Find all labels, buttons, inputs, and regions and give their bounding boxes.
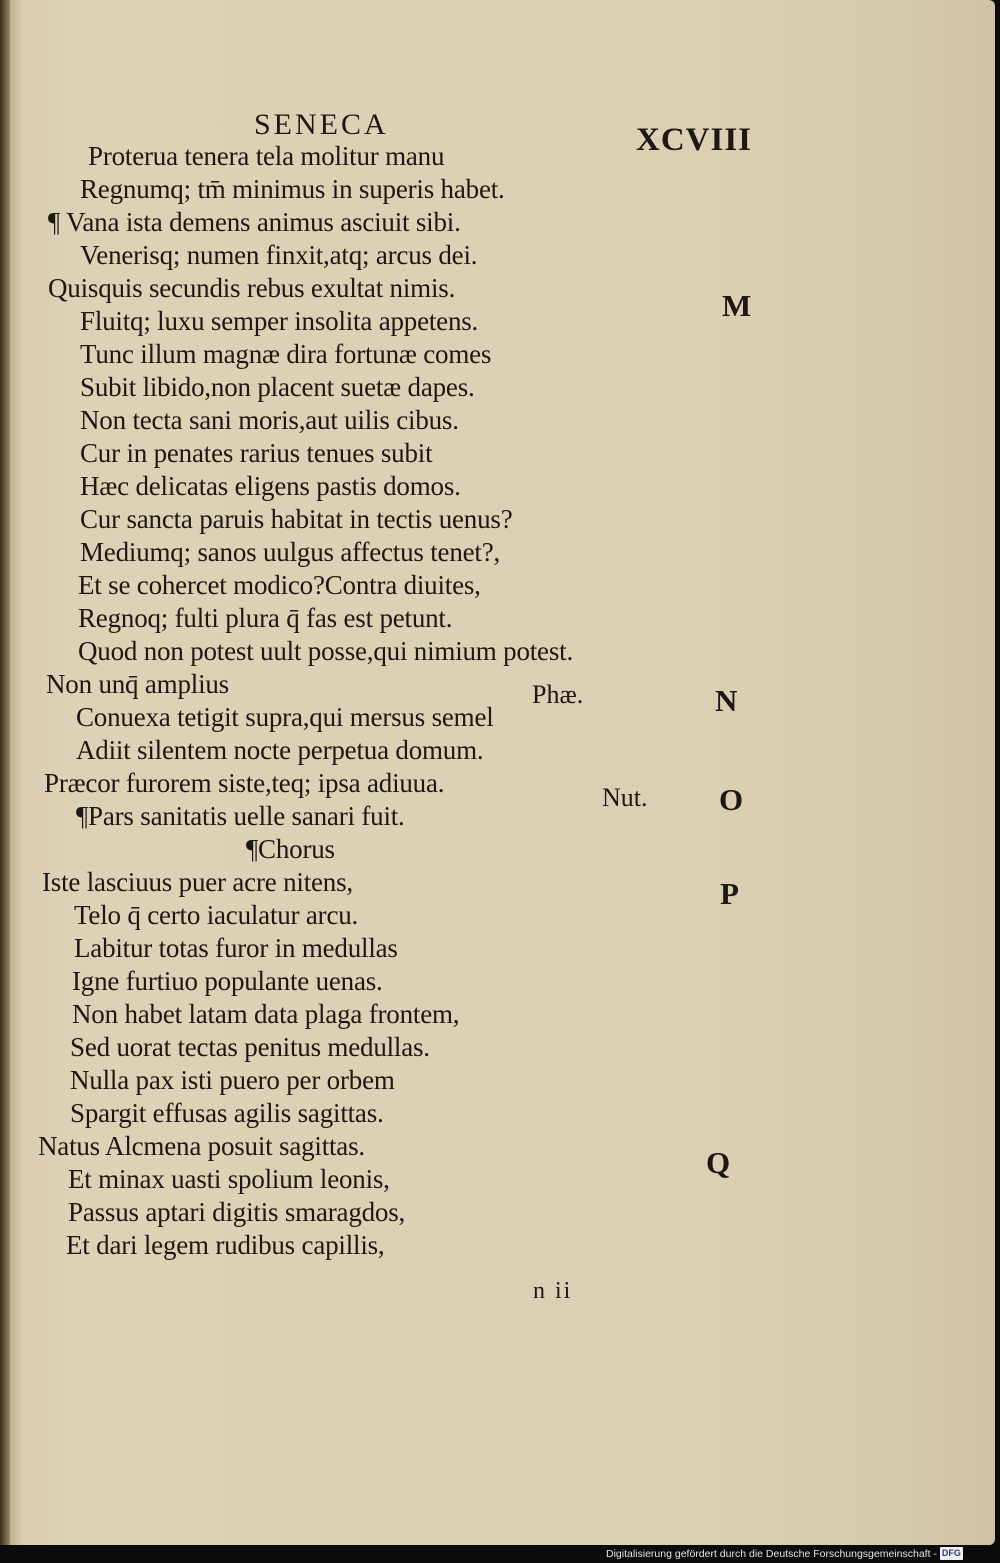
text-line: Mediumq; sanos uulgus affectus tenet?, bbox=[80, 537, 501, 567]
text-line: Regnumq; tm̄ minimus in superis habet. bbox=[80, 174, 505, 204]
dfg-logo: DFG bbox=[941, 1548, 961, 1558]
text-line: Et minax uasti spolium leonis, bbox=[68, 1164, 390, 1194]
margin-letter: O bbox=[719, 782, 744, 817]
text-line: Subit libido,non placent suetæ dapes. bbox=[80, 372, 475, 402]
text-line: Labitur totas furor in medullas bbox=[74, 933, 398, 963]
text-line: Adiit silentem nocte perpetua domum. bbox=[76, 735, 484, 765]
text-line: Et se cohercet modico?Contra diuites, bbox=[78, 570, 481, 600]
digitization-credit bbox=[606, 1547, 963, 1561]
text-line: Cur sancta paruis habitat in tectis uenus? bbox=[80, 504, 513, 534]
text-line: Conuexa tetigit supra,qui mersus semel bbox=[76, 702, 494, 732]
text-line: Quod non potest uult posse,qui nimium potest. bbox=[78, 636, 573, 666]
text-line: Præcor furorem siste,teq; ipsa adiuua. bbox=[44, 768, 445, 798]
text-line: Non unq̄ amplius bbox=[46, 669, 229, 699]
margin-letter: P bbox=[720, 876, 739, 911]
folio-number: XCVIII bbox=[636, 122, 753, 158]
text-line: Hæc delicatas eligens pastis domos. bbox=[80, 471, 461, 501]
text-line: Sed uorat tectas penitus medullas. bbox=[70, 1032, 430, 1062]
signature-mark: n ii bbox=[533, 1278, 573, 1304]
credit-text: Digitalisierung gefördert durch die Deutsche Forschungsgemeinschaft - bbox=[606, 1548, 937, 1560]
text-line: Quisquis secundis rebus exultat nimis. bbox=[48, 273, 456, 303]
text-line: Iste lasciuus puer acre nitens, bbox=[42, 867, 353, 897]
book-spine bbox=[0, 0, 10, 1545]
margin-letter: N bbox=[715, 683, 738, 718]
text-line: Igne furtiuo populante uenas. bbox=[72, 966, 383, 996]
text-line: Et dari legem rudibus capillis, bbox=[66, 1230, 385, 1260]
margin-letter: Q bbox=[706, 1145, 731, 1180]
text-line: ¶Pars sanitatis uelle sanari fuit. bbox=[76, 801, 405, 831]
text-line: Non habet latam data plaga frontem, bbox=[72, 999, 460, 1029]
text-line: Proterua tenera tela molitur manu bbox=[88, 141, 445, 171]
section-heading: ¶Chorus bbox=[246, 834, 335, 864]
text-line: Nulla pax isti puero per orbem bbox=[70, 1065, 395, 1095]
text-line: Non tecta sani moris,aut uilis cibus. bbox=[80, 405, 459, 435]
speaker-label: Phæ. bbox=[532, 680, 584, 709]
text-line: Spargit effusas agilis sagittas. bbox=[70, 1098, 384, 1128]
running-head: SENECA bbox=[254, 108, 389, 141]
text-line: Natus Alcmena posuit sagittas. bbox=[38, 1131, 365, 1161]
speaker-label: Nut. bbox=[602, 783, 648, 812]
text-line: Venerisq; numen finxit,atq; arcus dei. bbox=[80, 240, 478, 270]
text-line: Passus aptari digitis smaragdos, bbox=[68, 1197, 406, 1227]
text-line: Regnoq; fulti plura q̄ fas est petunt. bbox=[78, 603, 453, 633]
text-line: Fluitq; luxu semper insolita appetens. bbox=[80, 306, 479, 336]
margin-letter: M bbox=[722, 288, 752, 323]
text-line: Tunc illum magnæ dira fortunæ comes bbox=[80, 339, 492, 369]
text-line: Telo q̄ certo iaculatur arcu. bbox=[74, 900, 359, 930]
text-line: Cur in penates rarius tenues subit bbox=[80, 438, 433, 468]
text-line: ¶ Vana ista demens animus asciuit sibi. bbox=[48, 207, 461, 237]
